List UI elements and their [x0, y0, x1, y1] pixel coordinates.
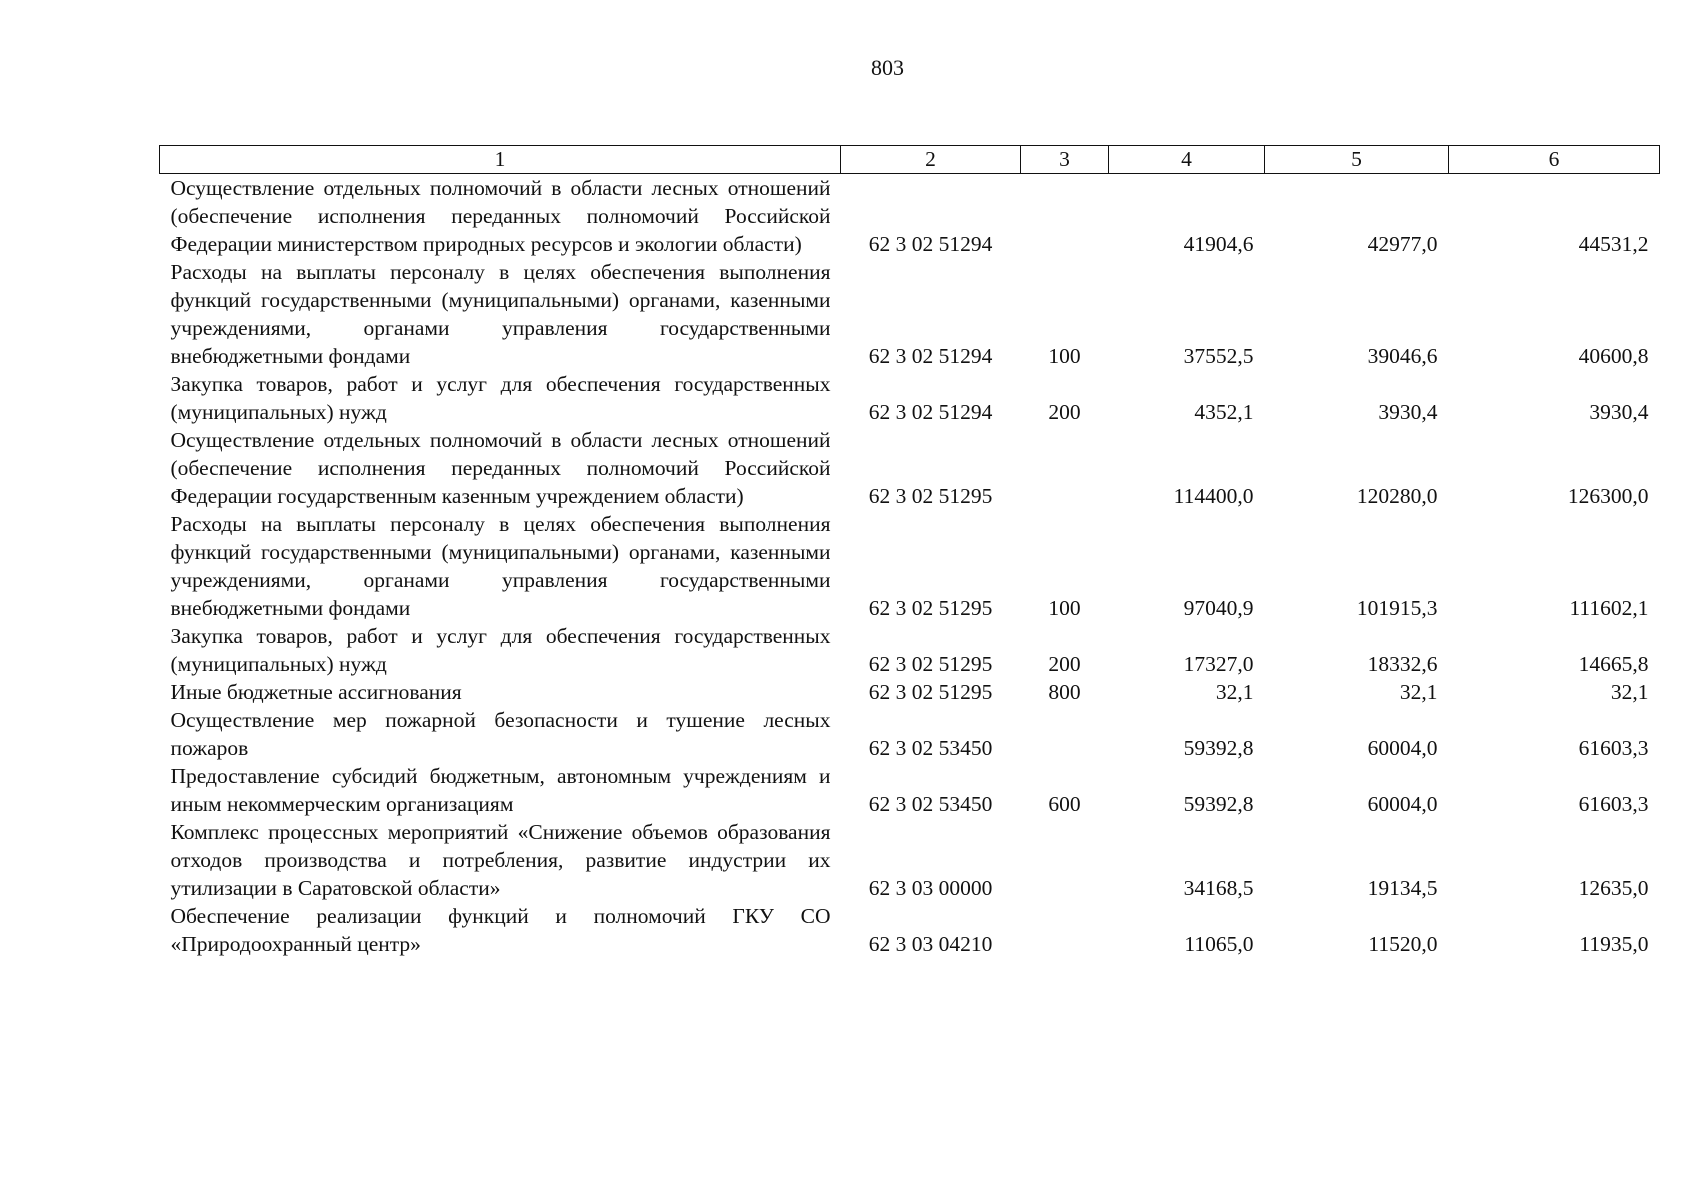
row-value-2: 11520,0 [1368, 932, 1438, 956]
row-code: 62 3 02 51294 [868, 232, 993, 256]
row-code: 62 3 02 51295 [868, 680, 993, 704]
row-code: 62 3 02 51295 [868, 596, 993, 620]
column-header-3: 3 [1021, 146, 1109, 174]
row-expense-type: 200 [1048, 400, 1081, 424]
row-value-2: 32,1 [1399, 680, 1438, 704]
table-row [160, 678, 1660, 706]
row-description: Иные бюджетные ассигнования [170, 680, 462, 704]
table-row [160, 258, 1660, 370]
column-header-6: 6 [1449, 146, 1660, 174]
row-value-2: 60004,0 [1367, 792, 1438, 816]
row-value-1: 114400,0 [1173, 484, 1254, 508]
table-row [160, 622, 1660, 678]
row-code: 62 3 03 04210 [868, 932, 993, 956]
table-row [160, 510, 1660, 622]
row-expense-type: 200 [1048, 652, 1081, 676]
row-value-3: 61603,3 [1578, 736, 1649, 760]
row-value-1: 4352,1 [1194, 400, 1254, 424]
table-row [160, 370, 1660, 426]
row-value-2: 120280,0 [1356, 484, 1438, 508]
row-value-1: 41904,6 [1183, 232, 1254, 256]
row-value-1: 97040,9 [1183, 596, 1254, 620]
row-expense-type [1021, 426, 1109, 510]
row-value-1: 32,1 [1215, 680, 1254, 704]
row-code: 62 3 02 53450 [868, 736, 993, 760]
row-value-3: 11935,0 [1579, 932, 1649, 956]
table-row [160, 706, 1660, 762]
row-description: Расходы на выплаты персоналу в целях обеспечения выполнения функций государственными (муниципальными) органами, казенными учреждениями, органами управления государственными внебюджетными фондами [170, 260, 831, 368]
row-code: 62 3 03 00000 [868, 876, 993, 900]
row-code: 62 3 02 51294 [868, 400, 993, 424]
row-description: Комплекс процессных мероприятий «Снижение объемов образования отходов производства и потребления, развитие индустрии их утилизации в Саратовской области» [170, 820, 831, 900]
table-row [160, 902, 1660, 958]
row-description: Предоставление субсидий бюджетным, автономным учреждениям и иным некоммерческим организациям [170, 764, 831, 816]
table-row [160, 174, 1660, 259]
row-value-3: 61603,3 [1578, 792, 1649, 816]
row-value-2: 39046,6 [1367, 344, 1438, 368]
table-row [160, 426, 1660, 510]
row-value-1: 59392,8 [1183, 736, 1254, 760]
row-value-3: 40600,8 [1578, 344, 1649, 368]
row-value-3: 126300,0 [1567, 484, 1649, 508]
row-value-1: 34168,5 [1183, 876, 1254, 900]
row-value-1: 17327,0 [1183, 652, 1254, 676]
row-expense-type [1021, 818, 1109, 902]
row-value-3: 3930,4 [1589, 400, 1649, 424]
row-description: Осуществление отдельных полномочий в области лесных отношений (обеспечение исполнения переданных полномочий Российской Федерации министерством природных ресурсов и экологии области) [170, 176, 831, 256]
table-row [160, 818, 1660, 902]
row-expense-type [1021, 174, 1109, 259]
row-value-2: 3930,4 [1378, 400, 1438, 424]
budget-table [159, 145, 1660, 958]
column-header-4: 4 [1109, 146, 1265, 174]
column-header-5: 5 [1265, 146, 1449, 174]
row-value-1: 59392,8 [1183, 792, 1254, 816]
row-code: 62 3 02 51295 [868, 652, 993, 676]
row-value-2: 60004,0 [1367, 736, 1438, 760]
row-description: Закупка товаров, работ и услуг для обеспечения государственных (муниципальных) нужд [170, 372, 831, 424]
row-description: Осуществление отдельных полномочий в области лесных отношений (обеспечение исполнения переданных полномочий Российской Федерации государственным казенным учреждением области) [170, 428, 831, 508]
table-row [160, 762, 1660, 818]
row-description: Осуществление мер пожарной безопасности и тушение лесных пожаров [170, 708, 831, 760]
row-expense-type [1021, 902, 1109, 958]
row-value-1: 11065,0 [1184, 932, 1254, 956]
row-value-2: 101915,3 [1356, 596, 1438, 620]
row-expense-type: 100 [1048, 596, 1081, 620]
row-value-2: 19134,5 [1367, 876, 1438, 900]
column-header-1: 1 [160, 146, 841, 174]
row-description: Обеспечение реализации функций и полномочий ГКУ СО «Природоохранный центр» [170, 904, 831, 956]
row-value-3: 12635,0 [1578, 876, 1649, 900]
row-value-3: 44531,2 [1578, 232, 1649, 256]
row-code: 62 3 02 51294 [868, 344, 993, 368]
row-code: 62 3 02 53450 [868, 792, 993, 816]
row-value-1: 37552,5 [1183, 344, 1254, 368]
page-number: 803 [871, 55, 904, 80]
column-header-2: 2 [841, 146, 1021, 174]
row-value-3: 111602,1 [1569, 596, 1649, 620]
row-description: Расходы на выплаты персоналу в целях обеспечения выполнения функций государственными (муниципальными) органами, казенными учреждениями, органами управления государственными внебюджетными фондами [170, 512, 831, 620]
row-expense-type: 600 [1048, 792, 1081, 816]
row-value-3: 32,1 [1610, 680, 1649, 704]
row-description: Закупка товаров, работ и услуг для обеспечения государственных (муниципальных) нужд [170, 624, 831, 676]
row-code: 62 3 02 51295 [868, 484, 993, 508]
row-expense-type: 800 [1048, 680, 1081, 704]
table-header-row [160, 146, 1660, 174]
row-value-3: 14665,8 [1578, 652, 1649, 676]
row-value-2: 42977,0 [1367, 232, 1438, 256]
row-expense-type [1021, 706, 1109, 762]
row-expense-type: 100 [1048, 344, 1081, 368]
row-value-2: 18332,6 [1367, 652, 1438, 676]
